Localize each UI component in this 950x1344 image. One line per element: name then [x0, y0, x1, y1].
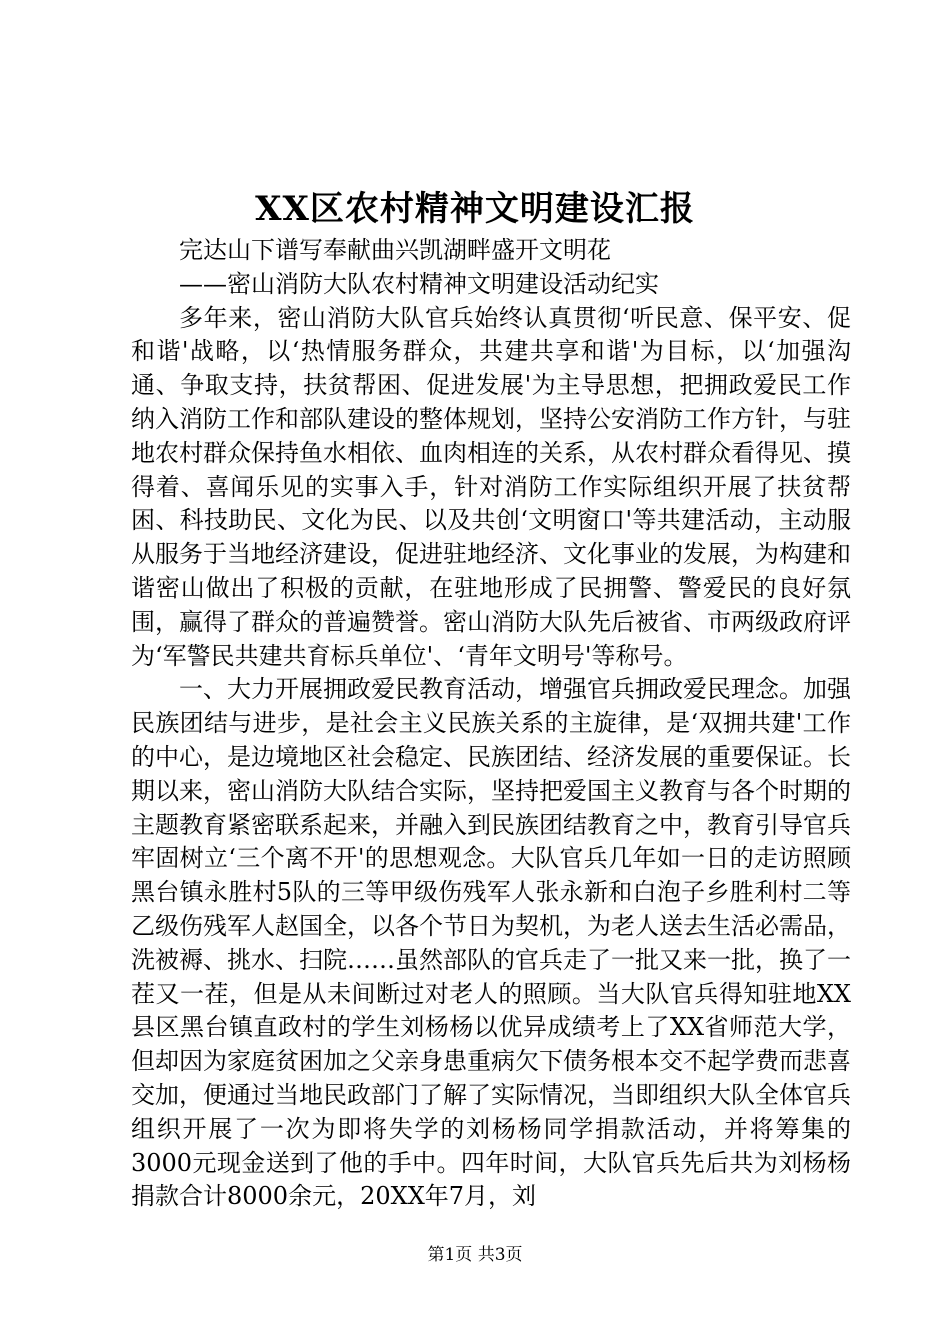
page-footer: 第1页 共3页: [427, 1245, 523, 1265]
subtitle: 完达山下谱写奉献曲兴凯湖畔盛开文明花: [179, 236, 611, 264]
document-body: [131, 234, 851, 1214]
byline: ——密山消防大队农村精神文明建设活动纪实: [179, 269, 659, 298]
paragraph: 一、大力开展拥政爱民教育活动，增强官兵拥政爱民理念。加强民族团结与进步，是社会主义民族关系的主旋律，是‘双拥共建'工作的中心，是边境地区社会稳定、民族团结、经济发展的重要保证。长期以来，密山消防大队结合实际，坚持把爱国主义教育与各个时期的主题教育紧密联系起来，并融入到民族团结教育之中，教育引导官兵牢固树立‘三个离不开'的思想观念。大队官兵几年如一日的走访照顾黑台镇永胜村5队的三等甲级伤残军人张永新和白泡子乡胜利村二等乙级伤残军人赵国全，以各个节日为契机，为老人送去生活必需品，洗被褥、挑水、扫院……虽然部队的官兵走了一批又来一批，换了一茬又一茬，但是从未间断过对老人的照顾。当大队官兵得知驻地XX县区黑台镇直政村的学生刘杨杨以优异成绩考上了XX省师范大学，但却因为家庭贫困加之父亲身患重病欠下债务根本交不起学费而悲喜交加，便通过当地民政部门了解了实际情况，当即组织大队全体官兵组织开展了一次为即将失学的刘杨杨同学捐款活动，并将筹集的3000元现金送到了他的手中。四年时间，大队官兵先后共为刘杨杨捐款合计8000余元，20XX年7月，刘: [131, 675, 851, 1211]
paragraph: 多年来，密山消防大队官兵始终认真贯彻‘听民意、保平安、促和谐'战略，以‘热情服务群众，共建共享和谐'为目标，以‘加强沟通、争取支持，扶贫帮困、促进发展'为主导思想，把拥政爱民工作纳入消防工作和部队建设的整体规划，坚持公安消防工作方针，与驻地农村群众保持鱼水相依、血肉相连的关系，从农村群众看得见、摸得着、喜闻乐见的实事入手，针对消防工作实际组织开展了扶贫帮困、科技助民、文化为民、以及共创‘文明窗口'等共建活动，主动服从服务于当地经济建设，促进驻地经济、文化事业的发展，为构建和谐密山做出了积极的贡献，在驻地形成了民拥警、警爱民的良好氛围，赢得了群众的普遍赞誉。密山消防大队先后被省、市两级政府评为‘军警民共建共育标兵单位'、‘青年文明号'等称号。: [131, 303, 851, 670]
document-title: XX区农村精神文明建设汇报: [255, 189, 695, 229]
